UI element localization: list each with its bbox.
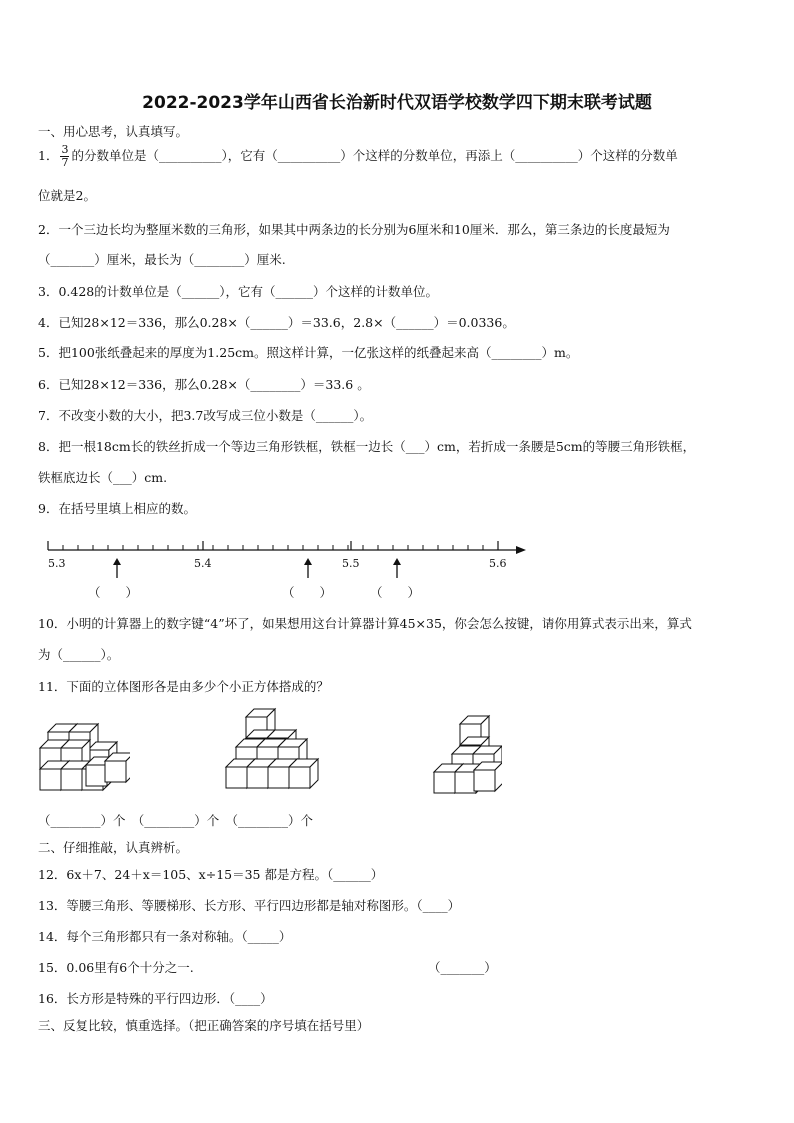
tick-label-5-6: 5.6 [489, 557, 507, 570]
section-3-heading: 三、反复比较，慎重选择。（把正确答案的序号填在括号里） [38, 1018, 370, 1033]
cube-face [86, 765, 107, 786]
question-12: 12．6x＋7、24＋x＝105、x÷15＝35 都是方程。（______） [38, 867, 384, 882]
cube-face [61, 769, 82, 790]
question-11-answers: （________）个 （________）个 （________）个 [38, 813, 314, 828]
question-15: 15．0.06里有6个十分之一. [38, 960, 194, 975]
arrow-up-icon [111, 558, 123, 578]
arrow-up-icon [391, 558, 403, 578]
arrow-up-icon [302, 558, 314, 578]
question-5: 5．把100张纸叠起来的厚度为1.25cm。照这样计算，一亿张这样的纸叠起来高（________）m。 [38, 345, 579, 360]
answer-paren-3: （ ） [370, 585, 421, 600]
answer-paren-2: （ ） [282, 585, 333, 600]
fraction-3-7 [60, 144, 69, 169]
question-10-cont: 为（______）。 [38, 647, 120, 662]
question-8-cont: 铁框底边长（___）cm. [38, 470, 168, 485]
question-9: 9．在括号里填上相应的数。 [38, 501, 196, 516]
cube-face [289, 767, 310, 788]
question-13: 13．等腰三角形、等腰梯形、长方形、平行四边形都是轴对称图形。（____） [38, 898, 461, 913]
question-14: 14．每个三角形都只有一条对称轴。（_____） [38, 929, 292, 944]
tick-label-5-4: 5.4 [194, 557, 212, 570]
section-2-heading: 二、仔细推敲，认真辨析。 [38, 840, 189, 855]
question-3: 3．0.428的计数单位是（______），它有（______）个这样的计数单位。 [38, 284, 438, 299]
question-15-paren: （_______） [428, 960, 497, 975]
question-4: 4．已知28×12＝336，那么0.28×（______）＝33.6，2.8×（______）＝0.0336。 [38, 315, 515, 330]
cube-figure-3 [432, 712, 502, 794]
answer-paren-1: （ ） [88, 585, 139, 600]
tick-label-5-5: 5.5 [342, 557, 360, 570]
cube-face [226, 767, 247, 788]
question-1-cont: 位就是2。 [38, 188, 96, 203]
question-7: 7．不改变小数的大小，把3.7改写成三位小数是（______）。 [38, 408, 373, 423]
question-1 [38, 144, 678, 169]
page-title: 2022-2023学年山西省长治新时代双语学校数学四下期末联考试题 [142, 93, 652, 113]
cube-face [434, 772, 455, 793]
fraction-denominator: 7 [61, 156, 69, 169]
question-1-text: 的分数单位是（__________），它有（__________）个这样的分数单位，再添上（__________）个这样的分数单 [71, 148, 678, 163]
tick-label-5-3: 5.3 [48, 557, 66, 570]
question-6: 6．已知28×12＝336，那么0.28×（________）＝33.6 。 [38, 377, 370, 392]
cube-face [105, 761, 126, 782]
cube-face [455, 772, 476, 793]
cube-face [474, 770, 495, 791]
question-16: 16．长方形是特殊的平行四边形．（____） [38, 991, 273, 1006]
cube-figure-1 [38, 712, 130, 794]
section-1-heading: 一、用心思考，认真填写。 [38, 124, 189, 139]
cube-face [268, 767, 289, 788]
cube-figure-2 [224, 705, 324, 795]
question-11: 11．下面的立体图形各是由多少个小正方体搭成的？ [38, 679, 329, 694]
fraction-numerator: 3 [61, 143, 69, 156]
cube-face [40, 769, 61, 790]
cube-face [247, 767, 268, 788]
question-10: 10．小明的计算器上的数字键“4”坏了，如果想用这台计算器计算45×35，你会怎么按键，请你用算式表示出来，算式 [38, 616, 692, 631]
question-2: 2．一个三边长均为整厘米数的三角形，如果其中两条边的长分别为6厘米和10厘米．那么，第三条边的长度最短为 [38, 222, 670, 237]
question-1-number: 1． [38, 148, 59, 163]
question-8: 8．把一根18cm长的铁丝折成一个等边三角形铁框，铁框一边长（___）cm，若折成一条腰是5cm的等腰三角形铁框， [38, 439, 696, 454]
question-2-cont: （_______）厘米，最长为（________）厘米. [38, 252, 286, 267]
